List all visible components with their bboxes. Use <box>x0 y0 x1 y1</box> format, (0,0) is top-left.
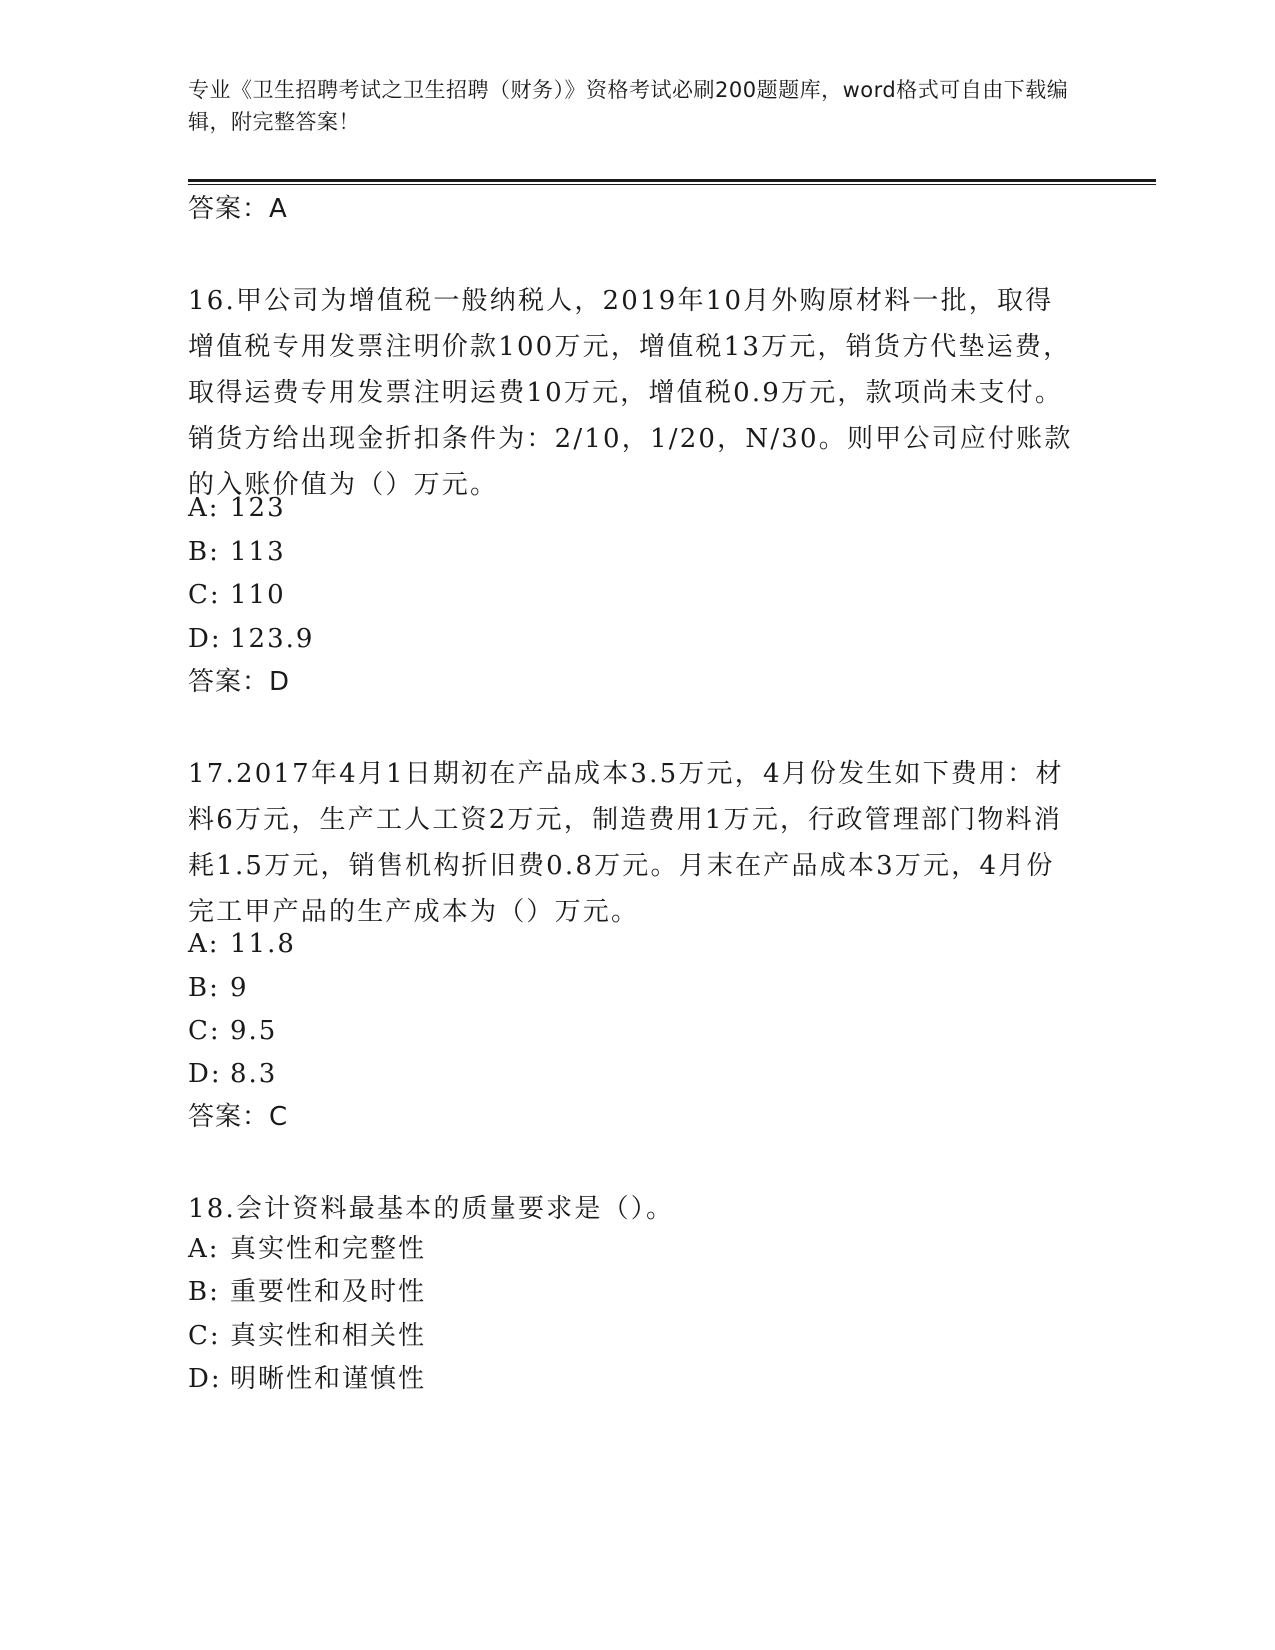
option-text: 8.3 <box>230 1059 278 1089</box>
option-text: 123.9 <box>230 624 315 654</box>
option-label: A: <box>188 493 220 523</box>
option-label: B: <box>188 1277 220 1307</box>
question-17-option-a <box>188 928 296 960</box>
question-17-option-b <box>188 972 249 1004</box>
question-16-answer: 答案：D <box>188 667 291 697</box>
question-17-option-c <box>188 1015 277 1047</box>
option-text: 9 <box>230 973 249 1003</box>
previous-answer: 答案：A <box>188 194 288 224</box>
question-18-option-d <box>188 1363 426 1395</box>
option-label: B: <box>188 973 220 1003</box>
option-label: A: <box>188 1234 220 1264</box>
question-16-option-a <box>188 492 286 524</box>
question-16-option-b <box>188 536 286 568</box>
question-16-stem: 16.甲公司为增值税一般纳税人，2019年10月外购原材料一批，取得增值税专用发票注明价款100万元，增值税13万元，销货方代垫运费，取得运费专用发票注明运费10万元，增值税0.9万元，款项尚未支付。销货方给出现金折扣条件为：2/10，1/20，N/30。则甲公司应付账款的入账价值为（）万元。 <box>188 286 1073 500</box>
question-17-answer: 答案：C <box>188 1102 289 1132</box>
question-17-option-d <box>188 1058 277 1090</box>
option-label: D: <box>188 624 222 654</box>
option-label: C: <box>188 1016 221 1046</box>
option-label: B: <box>188 537 220 567</box>
option-text: 110 <box>230 580 286 610</box>
option-text: 9.5 <box>230 1016 278 1046</box>
option-text: 重要性和及时性 <box>230 1277 427 1307</box>
option-text: 11.8 <box>230 929 296 959</box>
option-text: 123 <box>230 493 286 523</box>
question-18-option-c <box>188 1320 426 1352</box>
question-18-option-a <box>188 1233 426 1265</box>
option-text: 113 <box>230 537 286 567</box>
option-text: 真实性和完整性 <box>230 1234 427 1264</box>
option-label: D: <box>188 1059 222 1089</box>
question-16-option-c <box>188 579 286 611</box>
option-label: D: <box>188 1364 222 1394</box>
question-17-stem: 17.2017年4月1日期初在产品成本3.5万元，4月份发生如下费用：材料6万元，生产工人工资2万元，制造费用1万元，行政管理部门物料消耗1.5万元，销售机构折旧费0.8万元。月末在产品成本3万元，4月份完工甲产品的生产成本为（）万元。 <box>188 759 1064 927</box>
option-label: C: <box>188 1321 221 1351</box>
question-16-option-d <box>188 623 314 655</box>
option-text: 明晰性和谨慎性 <box>230 1364 427 1394</box>
option-label: C: <box>188 580 221 610</box>
option-label: A: <box>188 929 220 959</box>
question-18-option-b <box>188 1276 426 1308</box>
option-text: 真实性和相关性 <box>230 1321 427 1351</box>
header-divider-thick <box>188 179 1156 182</box>
document-header: 专业《卫生招聘考试之卫生招聘（财务）》资格考试必刷200题题库，word格式可自由下载编辑，附完整答案！ <box>188 78 1069 134</box>
header-divider-thin <box>188 184 1156 185</box>
question-18-stem: 18.会计资料最基本的质量要求是（）。 <box>188 1194 675 1224</box>
